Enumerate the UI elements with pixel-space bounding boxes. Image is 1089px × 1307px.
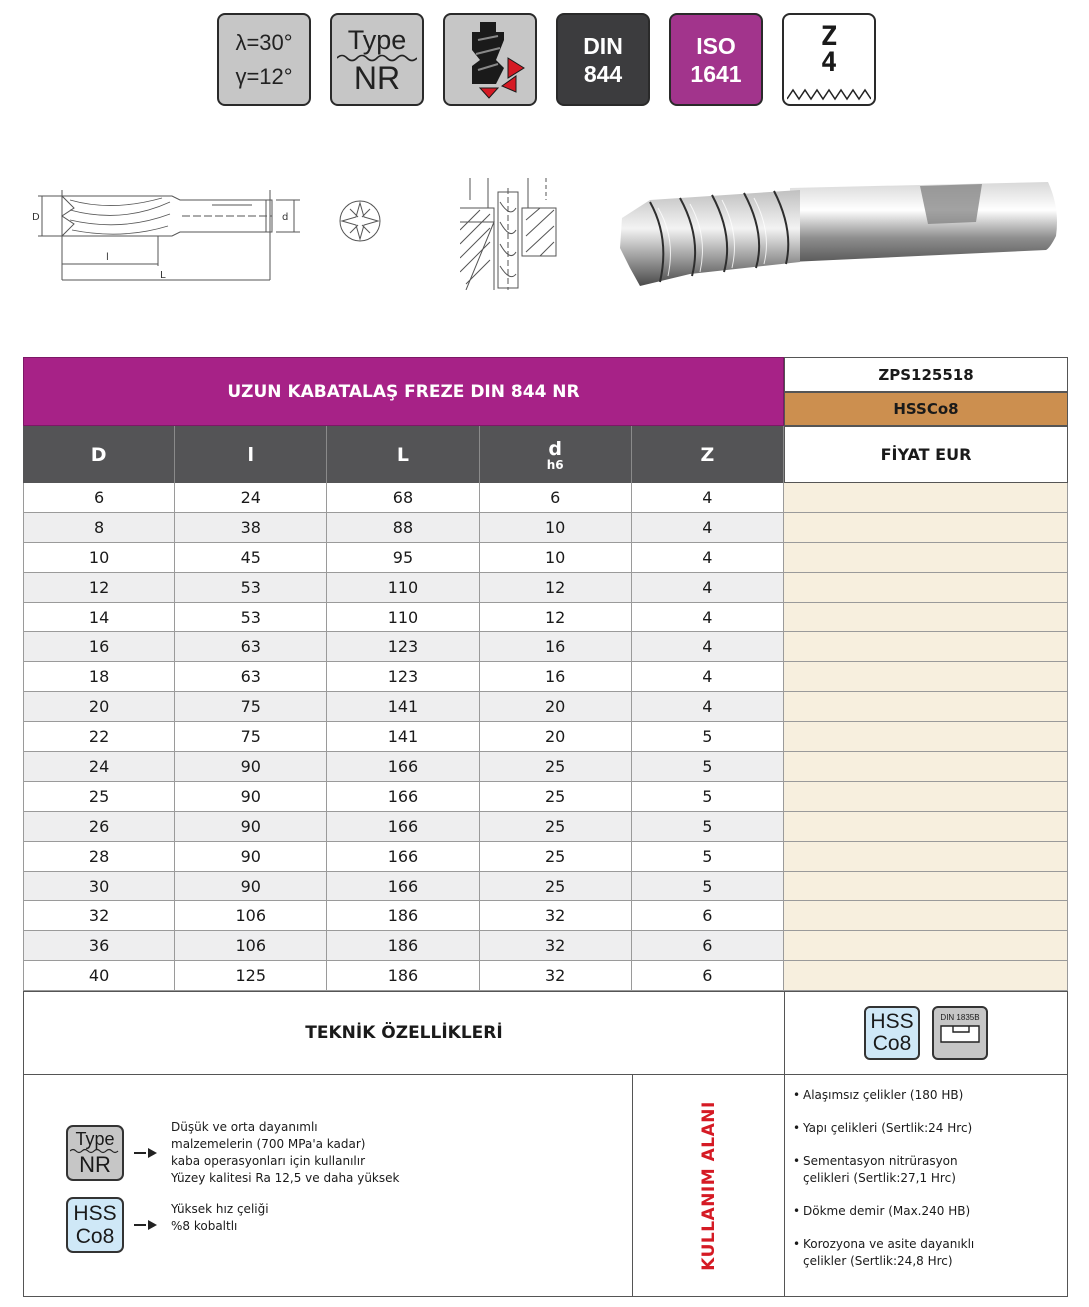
- cell-price: [784, 662, 1068, 691]
- cell-L: 123: [327, 632, 479, 661]
- iso-value: 1641: [690, 60, 742, 87]
- z-value: 4: [820, 46, 838, 78]
- cell-Z: 5: [632, 722, 784, 751]
- table-row: [23, 931, 1068, 961]
- cell-d: 32: [480, 901, 632, 930]
- type-label: Type: [347, 24, 407, 55]
- feature-type-nr: [66, 1119, 399, 1187]
- cell-d: 12: [480, 603, 632, 632]
- cell-D: 25: [23, 782, 175, 811]
- cell-Z: 4: [632, 662, 784, 691]
- table-row: [23, 543, 1068, 573]
- arrow-icon: [148, 1148, 157, 1158]
- lambda-angle: λ=30°: [235, 29, 293, 55]
- price-header: FİYAT EUR: [784, 426, 1068, 483]
- cell-price: [784, 603, 1068, 632]
- cell-d: 25: [480, 812, 632, 841]
- cell-Z: 4: [632, 603, 784, 632]
- cell-D: 18: [23, 662, 175, 691]
- bullet-icon: •: [793, 1088, 801, 1102]
- description-section: [23, 1075, 1068, 1297]
- usage-title: KULLANIM ALANI: [699, 1100, 719, 1271]
- cell-l: 106: [175, 931, 327, 960]
- cell-Z: 4: [632, 513, 784, 542]
- usage-item-text: çelikleri (Sertlik:27,1 Hrc): [803, 1171, 956, 1185]
- col-header-d: d h6: [480, 426, 632, 483]
- usage-list: [793, 1087, 1063, 1286]
- table-row: [23, 961, 1068, 991]
- column-headers: [23, 426, 784, 483]
- table-row: [23, 752, 1068, 782]
- usage-item-text: Alaşımsız çelikler (180 HB): [803, 1088, 964, 1102]
- cell-d: 16: [480, 632, 632, 661]
- cell-price: [784, 483, 1068, 512]
- flute-count-badge: [782, 13, 876, 106]
- cell-price: [784, 961, 1068, 990]
- cell-l: 24: [175, 483, 327, 512]
- bullet-icon: •: [793, 1121, 801, 1135]
- table-row: [23, 483, 1068, 513]
- cell-L: 186: [327, 931, 479, 960]
- col-header-D: D: [23, 426, 175, 483]
- usage-item: [793, 1203, 1063, 1220]
- cell-L: 110: [327, 573, 479, 602]
- cell-price: [784, 692, 1068, 721]
- cell-D: 32: [23, 901, 175, 930]
- dim-d: d: [282, 212, 289, 223]
- arrow-icon: [148, 1220, 157, 1230]
- cell-price: [784, 632, 1068, 661]
- milling-direction-badge: [443, 13, 537, 106]
- cell-D: 24: [23, 752, 175, 781]
- table-row: [23, 692, 1068, 722]
- cell-l: 90: [175, 872, 327, 901]
- cell-Z: 4: [632, 692, 784, 721]
- cell-D: 10: [23, 543, 175, 572]
- cell-L: 141: [327, 722, 479, 751]
- cell-d: 6: [480, 483, 632, 512]
- cell-L: 166: [327, 782, 479, 811]
- feature-badges: [217, 13, 877, 108]
- cell-price: [784, 842, 1068, 871]
- table-row: [23, 872, 1068, 902]
- cell-d: 10: [480, 543, 632, 572]
- cell-D: 6: [23, 483, 175, 512]
- usage-item: [793, 1120, 1063, 1137]
- hss-co8-icon: HSS Co8: [864, 1006, 920, 1060]
- plunge-cut-drawing: [460, 178, 570, 290]
- cell-D: 12: [23, 573, 175, 602]
- cell-l: 45: [175, 543, 327, 572]
- col-header-L: L: [327, 426, 479, 483]
- cell-Z: 5: [632, 752, 784, 781]
- din-label: DIN: [583, 32, 623, 59]
- cell-D: 22: [23, 722, 175, 751]
- product-code: ZPS125518: [784, 357, 1068, 392]
- usage-item: [793, 1236, 1063, 1270]
- dim-D: D: [32, 212, 40, 223]
- cell-l: 63: [175, 662, 327, 691]
- cell-D: 28: [23, 842, 175, 871]
- cell-Z: 4: [632, 632, 784, 661]
- cell-D: 40: [23, 961, 175, 990]
- feature-hss-co8: [66, 1197, 269, 1253]
- cell-L: 186: [327, 961, 479, 990]
- cell-L: 141: [327, 692, 479, 721]
- cell-L: 95: [327, 543, 479, 572]
- cell-D: 36: [23, 931, 175, 960]
- table-row: [23, 812, 1068, 842]
- technical-features-title: TEKNİK ÖZELLİKLERİ: [24, 992, 785, 1074]
- table-row: [23, 573, 1068, 603]
- cell-d: 12: [480, 573, 632, 602]
- table-row: [23, 662, 1068, 692]
- cell-price: [784, 901, 1068, 930]
- dim-l: l: [106, 252, 109, 263]
- cell-d: 10: [480, 513, 632, 542]
- cell-D: 20: [23, 692, 175, 721]
- table-row: [23, 603, 1068, 633]
- cell-D: 16: [23, 632, 175, 661]
- cell-d: 32: [480, 931, 632, 960]
- table-body: [23, 483, 1068, 991]
- cell-D: 26: [23, 812, 175, 841]
- end-mill-photo: [610, 178, 1062, 288]
- usage-item: [793, 1087, 1063, 1104]
- bullet-icon: •: [793, 1237, 801, 1251]
- dim-L: L: [160, 270, 166, 281]
- features-panel: [24, 1075, 633, 1296]
- cell-l: 75: [175, 722, 327, 751]
- usage-item-text: Sementasyon nitrürasyon: [803, 1154, 958, 1168]
- iso-label: ISO: [696, 32, 736, 59]
- usage-item: [793, 1153, 1063, 1187]
- cell-D: 14: [23, 603, 175, 632]
- cell-price: [784, 812, 1068, 841]
- cell-Z: 6: [632, 901, 784, 930]
- cell-Z: 4: [632, 543, 784, 572]
- gamma-angle: γ=12°: [235, 63, 293, 89]
- cell-l: 75: [175, 692, 327, 721]
- table-title: UZUN KABATALAŞ FREZE DIN 844 NR: [23, 357, 784, 426]
- cell-price: [784, 722, 1068, 751]
- cell-L: 110: [327, 603, 479, 632]
- din-badge: [556, 13, 650, 106]
- z-label: Z: [820, 20, 838, 52]
- cell-l: 125: [175, 961, 327, 990]
- usage-panel: [785, 1075, 1068, 1296]
- cell-Z: 6: [632, 961, 784, 990]
- cross-section-icon: [336, 197, 384, 245]
- end-mill-cut-icon: [450, 20, 530, 100]
- cell-Z: 4: [632, 573, 784, 602]
- cell-d: 25: [480, 872, 632, 901]
- cell-d: 25: [480, 782, 632, 811]
- table-row: [23, 513, 1068, 543]
- material-label: HSSCo8: [784, 392, 1068, 426]
- cell-price: [784, 513, 1068, 542]
- cell-l: 90: [175, 812, 327, 841]
- usage-item-text: Dökme demir (Max.240 HB): [803, 1204, 971, 1218]
- table-row: [23, 722, 1068, 752]
- usage-item-text: çelikler (Sertlik:24,8 Hrc): [803, 1254, 953, 1268]
- col-header-l: l: [175, 426, 327, 483]
- cell-L: 88: [327, 513, 479, 542]
- technical-features-row: [23, 991, 1068, 1075]
- cell-l: 38: [175, 513, 327, 542]
- bullet-icon: •: [793, 1204, 801, 1218]
- cell-l: 90: [175, 752, 327, 781]
- din-value: 844: [583, 60, 623, 87]
- cell-L: 186: [327, 901, 479, 930]
- table-row: [23, 901, 1068, 931]
- cell-L: 166: [327, 752, 479, 781]
- table-row: [23, 842, 1068, 872]
- col-header-Z: Z: [632, 426, 784, 483]
- cell-l: 106: [175, 901, 327, 930]
- cell-L: 123: [327, 662, 479, 691]
- iso-badge: [669, 13, 763, 106]
- bullet-icon: •: [793, 1154, 801, 1168]
- cell-d: 25: [480, 752, 632, 781]
- dimension-drawing: [22, 180, 312, 290]
- cell-L: 166: [327, 872, 479, 901]
- cell-price: [784, 543, 1068, 572]
- cell-price: [784, 931, 1068, 960]
- usage-item-text: Yapı çelikleri (Sertlik:24 Hrc): [803, 1121, 973, 1135]
- cell-L: 166: [327, 812, 479, 841]
- table-row: [23, 632, 1068, 662]
- cell-l: 90: [175, 842, 327, 871]
- cell-l: 53: [175, 573, 327, 602]
- cell-Z: 5: [632, 842, 784, 871]
- cell-price: [784, 782, 1068, 811]
- cell-d: 32: [480, 961, 632, 990]
- usage-item-text: Korozyona ve asite dayanıklı: [803, 1237, 975, 1251]
- type-nr-badge: [330, 13, 424, 106]
- cell-D: 8: [23, 513, 175, 542]
- cell-price: [784, 752, 1068, 781]
- cell-Z: 6: [632, 931, 784, 960]
- table-row: [23, 782, 1068, 812]
- cell-price: [784, 573, 1068, 602]
- teeth-icon: [787, 87, 871, 101]
- usage-title-cell: [633, 1075, 785, 1296]
- technical-icons: [785, 992, 1067, 1074]
- din-1835b-shank-icon: DIN 1835B: [932, 1006, 988, 1060]
- cell-l: 53: [175, 603, 327, 632]
- feature-type-nr-text: Düşük ve orta dayanımlı malzemelerin (700 MPa'a kadar) kaba operasyonları için kullanılır Yüzey kalitesi Ra 12,5 ve daha yüksek: [171, 1120, 400, 1185]
- angle-badge: [217, 13, 311, 106]
- cell-Z: 4: [632, 483, 784, 512]
- cell-L: 166: [327, 842, 479, 871]
- type-value: NR: [353, 59, 401, 96]
- cell-L: 68: [327, 483, 479, 512]
- cell-l: 90: [175, 782, 327, 811]
- cell-Z: 5: [632, 782, 784, 811]
- cell-D: 30: [23, 872, 175, 901]
- cell-Z: 5: [632, 812, 784, 841]
- type-nr-icon: Type NR: [66, 1125, 124, 1181]
- hss-co8-icon: HSS Co8: [66, 1197, 124, 1253]
- cell-price: [784, 872, 1068, 901]
- cell-d: 25: [480, 842, 632, 871]
- cell-l: 63: [175, 632, 327, 661]
- cell-d: 16: [480, 662, 632, 691]
- cell-Z: 5: [632, 872, 784, 901]
- cell-d: 20: [480, 722, 632, 751]
- feature-hss-co8-text: Yüksek hız çeliği %8 kobaltlı: [171, 1202, 269, 1233]
- shank-icon: [939, 1022, 981, 1046]
- cell-d: 20: [480, 692, 632, 721]
